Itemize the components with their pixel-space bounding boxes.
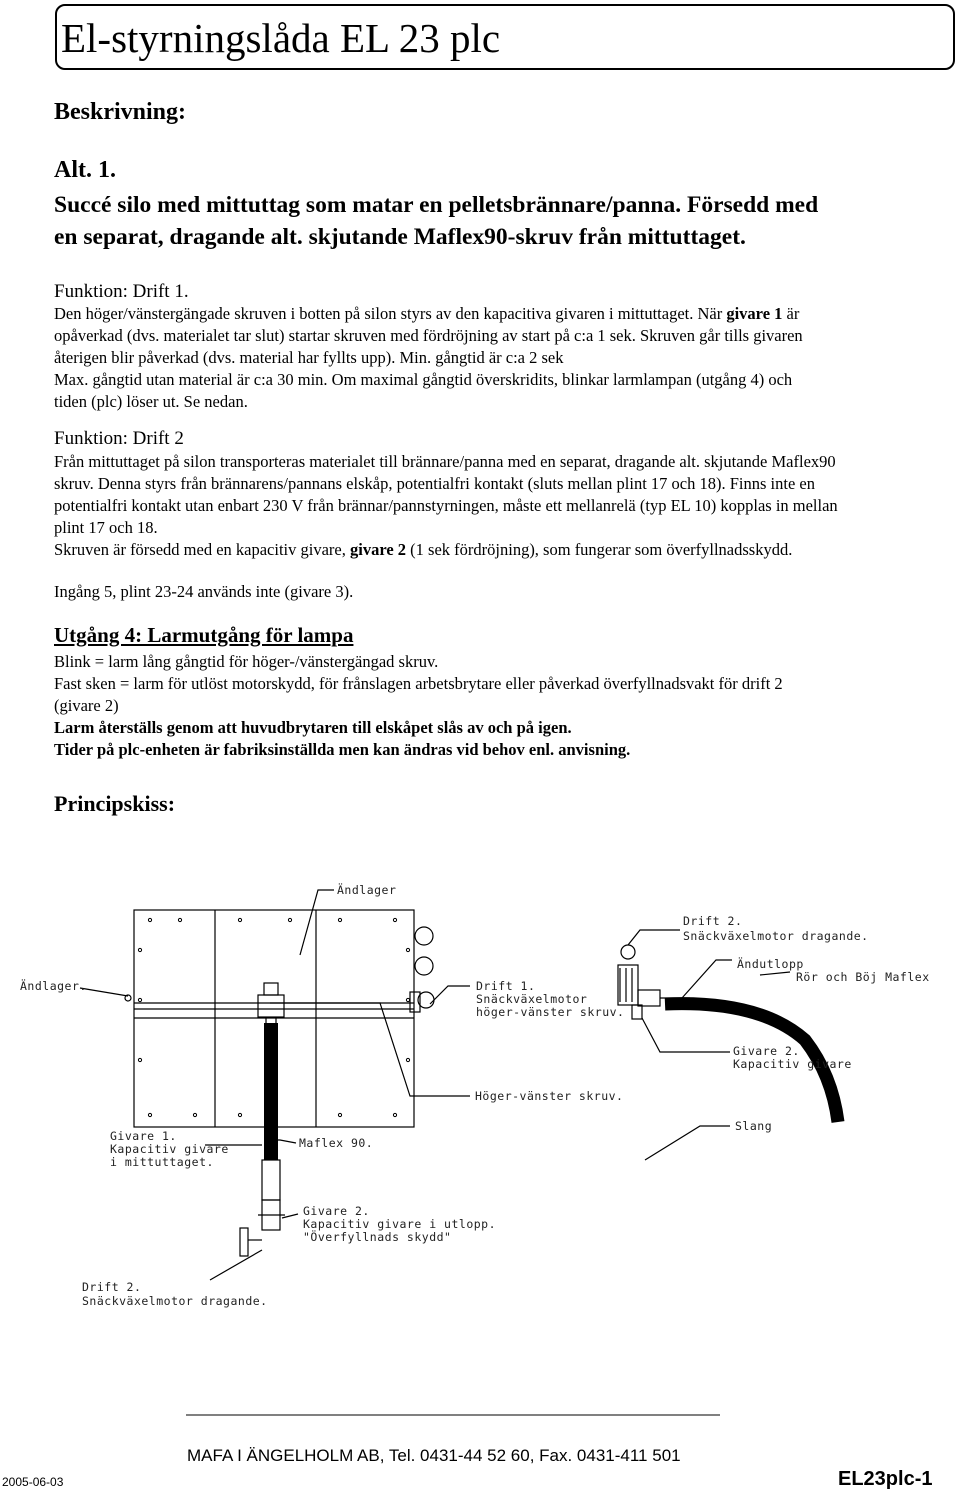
gearbox <box>638 990 660 1006</box>
leader-line <box>682 960 732 998</box>
leader-line <box>270 1003 470 1096</box>
drift2-motor <box>240 1228 248 1256</box>
output4-heading: Utgång 4: Larmutgång för lampa <box>54 623 354 647</box>
drift1-line: återigen blir påverkad (dvs. material har fyllts upp). Min. gångtid är c:a 2 sek <box>54 348 564 367</box>
drift2-motor-right <box>618 965 638 1005</box>
output4-line: (givare 2) <box>54 696 119 715</box>
leader-line <box>760 972 790 975</box>
pipe-lower <box>262 1160 280 1200</box>
sketch-heading: Principskiss: <box>54 791 176 816</box>
drift2-line: Skruven är försedd med en kapacitiv givare, givare 2 (1 sek fördröjning), som fungerar som överfyllnadsskydd. <box>54 540 793 559</box>
footer-code: EL23plc-1 <box>838 1468 933 1490</box>
label-givare1-title: Givare 1. <box>110 1129 177 1143</box>
alt-text-line: Succé silo med mittuttag som matar en pelletsbrännare/panna. Försedd med <box>54 192 819 218</box>
motor-circle <box>415 927 433 945</box>
label-givare2-right-title: Givare 2. <box>733 1044 800 1058</box>
label-drift2-title: Drift 2. <box>683 914 743 928</box>
drift2-line: Från mittuttaget på silon transporteras materialet till brännare/panna med en separat, dragande alt. skjutande Maflex90 <box>54 452 836 471</box>
label-drift1-title: Drift 1. <box>476 979 536 993</box>
label-givare2-mid-title: Givare 2. <box>303 1204 370 1218</box>
label-drift2-sub: Snäckväxelmotor dragande. <box>683 929 869 943</box>
label-maflex90: Maflex 90. <box>299 1136 374 1150</box>
drift1-line: opåverkad (dvs. materialet tar slut) startar skruven med fördröjning av start på c:a 1 sek. Skruven går tills givaren <box>54 326 803 345</box>
motor-circle <box>415 957 433 975</box>
center-outlet <box>258 995 284 1017</box>
label-drift2-bottom-title: Drift 2. <box>82 1280 142 1294</box>
drift1-heading: Funktion: Drift 1. <box>54 281 189 302</box>
leader-line <box>628 930 680 945</box>
label-givare1-sub1: Kapacitiv givare <box>110 1142 229 1156</box>
drift2-line: potentialfri kontakt utan enbart 230 V från brännar/pannstyrningen, måste ett mellanrelä (typ EL 10) kopplas in mellan <box>54 496 838 515</box>
motor-cap <box>621 945 635 959</box>
leader-line <box>210 1250 262 1280</box>
label-givare2-right-sub: Kapacitiv givare <box>733 1057 852 1071</box>
label-slang: Slang <box>735 1119 773 1133</box>
footer-date: 2005-06-03 <box>2 1475 64 1489</box>
label-hoger-vanster: Höger-vänster skruv. <box>475 1089 624 1103</box>
output4-line: Fast sken = larm för utlöst motorskydd, för frånslagen arbetsbrytare eller påverkad överfyllnadsvakt för drift 2 <box>54 674 783 693</box>
drift1-line: Max. gångtid utan material är c:a 30 min. Om maximal gångtid överskridits, blinkar larmlampan (utgång 4) och <box>54 370 793 389</box>
leader-line <box>645 1126 730 1160</box>
drift2-line: skruv. Denna styrs från brännarens/pannans elskåp, potentialfri kontakt (sluts mellan plint 17 och 18). Finns inte en <box>54 474 815 493</box>
drift1-line: tiden (plc) löser ut. Se nedan. <box>54 392 248 411</box>
leader-line <box>300 890 334 955</box>
output4-line: Larm återställs genom att huvudbrytaren till elskåpet slås av och på igen. <box>54 718 572 737</box>
label-givare2-mid-sub2: "Överfyllnads skydd" <box>303 1230 452 1244</box>
description-heading: Beskrivning: <box>54 99 187 125</box>
label-ror-boj: Rör och Böj Maflex <box>796 970 930 984</box>
leader-line <box>642 1018 730 1052</box>
label-andlager-left: Ändlager. <box>20 979 87 993</box>
center-outlet-top <box>264 983 278 995</box>
page-title: El-styrningslåda EL 23 plc <box>61 15 501 61</box>
drift2-line: Ingång 5, plint 23-24 används inte (givare 3). <box>54 582 354 601</box>
label-andutlopp: Ändutlopp <box>737 957 804 971</box>
maflex90-hose <box>264 1023 278 1160</box>
givare2-right <box>632 1005 642 1019</box>
footer-company: MAFA I ÄNGELHOLM AB, Tel. 0431-44 52 60, Fax. 0431-411 501 <box>187 1446 681 1465</box>
leader-line <box>430 986 470 1004</box>
label-drift1-sub2: höger-vänster skruv. <box>476 1005 625 1019</box>
label-drift2-bottom-sub: Snäckväxelmotor dragande. <box>82 1294 268 1308</box>
drift2-line: plint 17 och 18. <box>54 518 158 537</box>
drift2-heading: Funktion: Drift 2 <box>54 428 184 449</box>
label-givare1-sub2: i mittuttaget. <box>110 1155 214 1169</box>
alt-heading: Alt. 1. <box>54 157 116 183</box>
output4-line: Blink = larm lång gångtid för höger-/vänstergängad skruv. <box>54 652 439 671</box>
alt-text-line: en separat, dragande alt. skjutande Maflex90-skruv från mittuttaget. <box>54 224 746 250</box>
label-andlager-top: Ändlager <box>337 883 397 897</box>
drift1-line: Den höger/vänstergängade skruven i botten på silon styrs av den kapacitiva givaren i mittuttaget. När givare 1 är <box>54 304 800 323</box>
label-drift1-sub1: Snäckväxelmotor <box>476 992 588 1006</box>
output4-line: Tider på plc-enheten är fabriksinställda men kan ändras vid behov enl. anvisning. <box>54 740 631 759</box>
leader-line <box>80 988 128 996</box>
label-givare2-mid-sub1: Kapacitiv givare i utlopp. <box>303 1217 497 1231</box>
